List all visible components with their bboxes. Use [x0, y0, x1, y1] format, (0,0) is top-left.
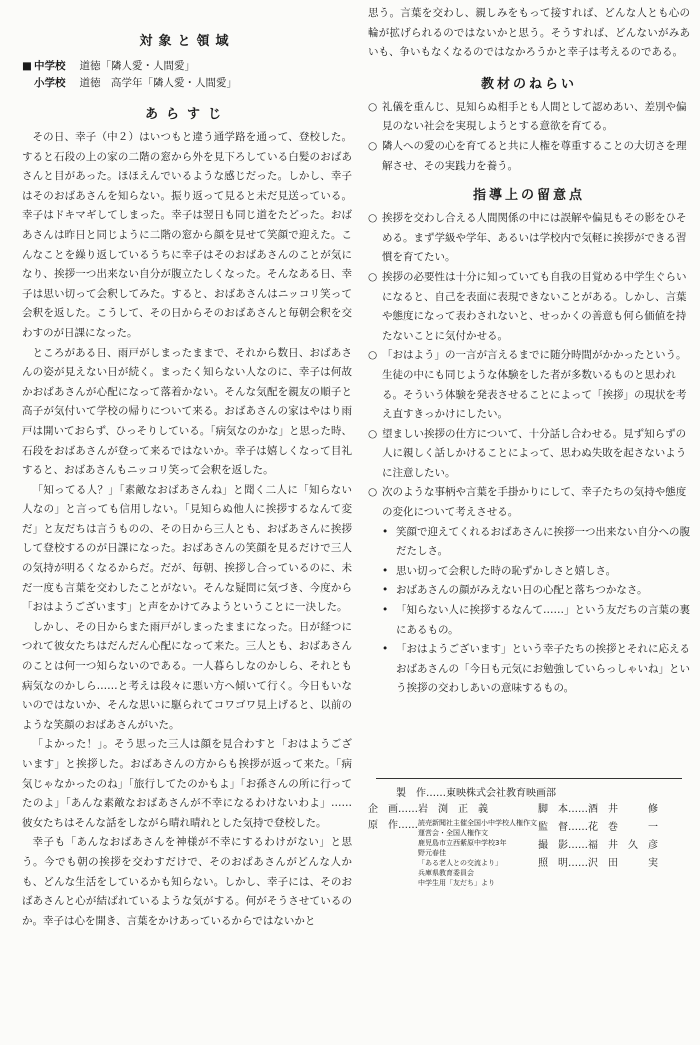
- list-item: • おばあさんの顔がみえない日の心配と落ちつかなさ。: [368, 581, 690, 601]
- synopsis-paragraph: 幸子も「あんなおばあさんを神様が不幸にするわけがない」と思う。今でも朝の挨拶を交わすだけで、そのおばあさんがどんな人かも、どんな生活をしているかも知らない。しかし、幸子には、そのおばあさんと心が結ばれているような気がする。何がそうさせているのか。幸子は心を開き、言葉をかけあっているからではないかと: [22, 836, 352, 927]
- synopsis-paragraph: しかし、その日からまた雨戸がしまったままになった。日が経つにつれて彼女たちはだんだん心配になって来た。三人とも、おばあさんのことは何一つ知らないのである。一人暮らしなのかしら、それとも病気なのかしら……と考えは段々に悪い方へ傾いて行く。今日もいないのではないか、そんな思いに駆られてコワゴワ見上げると、以前のような笑顔のおばあさんがいた。: [22, 620, 352, 731]
- credits-divider: [376, 778, 682, 779]
- dot-bullet-icon: •: [382, 564, 389, 577]
- credit-original-source: 読売新聞社主催全国小中学校人権作文 運営会・全国人権作文 鹿児島市立西紫原中学校3年 野元春佳 「ある老人との交流より」 兵庫県教育委員会 中学生用「友だち」より: [418, 819, 537, 887]
- credits-block: [368, 778, 690, 887]
- synopsis-heading: あらすじ: [144, 107, 229, 122]
- list-item: ○ 「おはよう」の一言が言えるまでに随分時間がかかったという。生徒の中にも同じような体験をした者が多数いるものと思われる。そういう体験を発表させることによって「挨拶」の現状を考え直すきっかけにしたい。: [368, 346, 690, 424]
- list-item: ○ 挨拶の必要性は十分に知っていても自我の目覚める中学生ぐらいになると、自己を表面に表現できないことがある。しかし、言葉や態度になって表わされないと、せっかくの善意も何ら価値を持たないことに気付かせる。: [368, 268, 690, 346]
- synopsis-paragraph: ところがある日、雨戸がしまったままで、それから数日、おばあさんの姿が見えない日が続く。まったく知らない人なのに、幸子は何故かおばあさんが心配になって落着かない。そんな気配を親友の順子と高子が気付いて学校の帰りについて来る。おばあさんの家はやはり雨戸は開いておらず、ひっそりしている。「病気なのかな」と思った時、石段をおばあさんが登って来るではないか。幸子は嬉しくなって目礼すると、おばあさんもニッコリ笑って会釈を返した。: [22, 346, 352, 477]
- notes-list: [368, 209, 690, 523]
- list-item: ○ 礼儀を重んじ、見知らぬ相手とも人間として認めあい、差別や偏見のない社会を実現しようとする意欲を育てる。: [368, 98, 690, 137]
- circle-bullet-icon: ○: [368, 100, 378, 113]
- circle-bullet-icon: ○: [368, 427, 378, 440]
- credit-screenplay: 脚 本……酒 井 修: [538, 804, 658, 815]
- target-level: 中学校: [34, 60, 66, 72]
- target-list: [22, 58, 352, 92]
- synopsis-paragraph: 「知ってる人？」「素敵なおばあさんね」と聞く二人に「知らない人なの」と言っても信用しない。「見知らぬ他人に挨拶するなんて変だ」と友だちは言うものの、その日から三人とも、おばあさんに挨拶して登校するのが日課になった。おばあさんの笑顔を見るだけで三人の気持が明るくなるからだ。だが、毎朝、挨拶し合っているのに、未だ一度も言葉を交わしたことがない。そんな疑問に気づき、今度から「おはようございます」と声をかけてみようということに一決した。: [22, 483, 352, 614]
- target-row: [22, 58, 352, 75]
- dot-bullet-icon: •: [382, 584, 389, 597]
- aims-heading: 教材のねらい: [480, 76, 577, 92]
- list-item: • 笑顔で迎えてくれるおばあさんに挨拶一つ出来ない自分への腹だたしさ。: [368, 523, 690, 562]
- synopsis-continuation: 思う。言葉を交わし、親しみをもって接すれば、どんな人とも心の輪が拡げられるのではないかと思う。そうすれば、どんないがみあいも、争いもなくなるのではなかろうかと幸子は考えるのである。: [368, 7, 690, 59]
- target-row: [22, 75, 352, 92]
- list-item: ○ 望ましい挨拶の仕方について、十分話し合わせる。見ず知らずの人に親しく話しかけることによって、思わぬ失敗を起さないように注意したい。: [368, 425, 690, 484]
- list-item: ○ 次のような事柄や言葉を手掛かりにして、幸子たちの気持や態度の変化について考えさせる。: [368, 483, 690, 522]
- square-marker-icon: ■: [22, 60, 32, 72]
- credit-planning: 企 画……岩 渕 正 義: [368, 804, 488, 815]
- circle-bullet-icon: ○: [368, 212, 378, 225]
- credit-camera: 撮 影……福 井 久 彦: [538, 840, 658, 851]
- synopsis-paragraph: その日、幸子（中２）はいつもと違う通学路を通って、登校した。すると石段の上の家の二階の窓から外を見下ろしている白髪のおばあさんと目があった。ほほえんでいるような感じだった。しかし、幸子はそのおばあさんを知らない。振り返って見ると未だ見送っている。幸子はドキマギしてしまった。幸子は翌日も同じ道をたどった。おばあさんは昨日と同じように二階の窓から顔を見せて笑顔で迎えた。こんなことを繰り返しているうちに幸子はそのおばあさんのことが気になり、挨拶一つ出来ない自分が腹立たしくなった。そんなある日、幸子は思い切って会釈してみた。すると、おばあさんはニッコリ笑って会釈を返した。こうして、その日からそのおばあさんと毎朝会釈を交わすのが日課になった。: [22, 131, 352, 339]
- list-item: • 「知らない人に挨拶するなんて……」という友だちの言葉の裏にあるもの。: [368, 601, 690, 640]
- list-item: • 「おはようございます」という幸子たちの挨拶とそれに応えるおばあさんの「今日も元気にお勉強していらっしゃいね」という挨拶の交わしあいの意味するもの。: [368, 640, 690, 699]
- credit-original-label: 原 作……: [368, 820, 418, 831]
- target-subject: 道徳 高学年「隣人愛・人間愛」: [79, 77, 237, 89]
- dot-bullet-icon: •: [382, 604, 389, 617]
- credit-director: 監 督……花 巻 一: [538, 822, 658, 833]
- credit-lighting: 照 明……沢 田 実: [538, 858, 658, 869]
- synopsis-paragraph: 「よかった！」。そう思った三人は顔を見合わすと「おはようございます」と挨拶した。おばあさんの方からも挨拶が返って来た。「病気じゃなかったのね」「旅行してたのかもよ」「お孫さんの所に行ってたのよ」「あんな素敵なおばあさんが不幸になるわけないわよ」……彼女たちはそんな話をしながら晴れ晴れとした気持で登校した。: [22, 738, 352, 829]
- right-column: [368, 0, 690, 699]
- target-level: 小学校: [34, 77, 66, 89]
- left-column: [22, 0, 352, 931]
- list-item: ○ 隣人への愛の心を育てると共に人権を尊重することの大切さを理解させ、その実践力を養う。: [368, 137, 690, 176]
- circle-bullet-icon: ○: [368, 486, 378, 499]
- credit-production: 製 作……東映株式会社教育映画部: [396, 788, 556, 799]
- target-title: 対象と領域: [139, 34, 235, 49]
- aims-list: [368, 98, 690, 176]
- dot-bullet-icon: •: [382, 643, 389, 656]
- target-subject: 道徳「隣人愛・人間愛」: [79, 60, 195, 72]
- circle-bullet-icon: ○: [368, 349, 378, 362]
- circle-bullet-icon: ○: [368, 270, 378, 283]
- dot-bullet-icon: •: [382, 525, 389, 538]
- circle-bullet-icon: ○: [368, 139, 378, 152]
- sub-notes-list: [368, 523, 690, 699]
- list-item: ○ 挨拶を交わし合える人間関係の中には誤解や偏見もその影をひそめる。まず学級や学年、あるいは学校内で気軽に挨拶ができる習慣を育てたい。: [368, 209, 690, 268]
- notes-heading: 指導上の留意点: [472, 188, 585, 204]
- list-item: • 思い切って会釈した時の恥ずかしさと嬉しさ。: [368, 562, 690, 582]
